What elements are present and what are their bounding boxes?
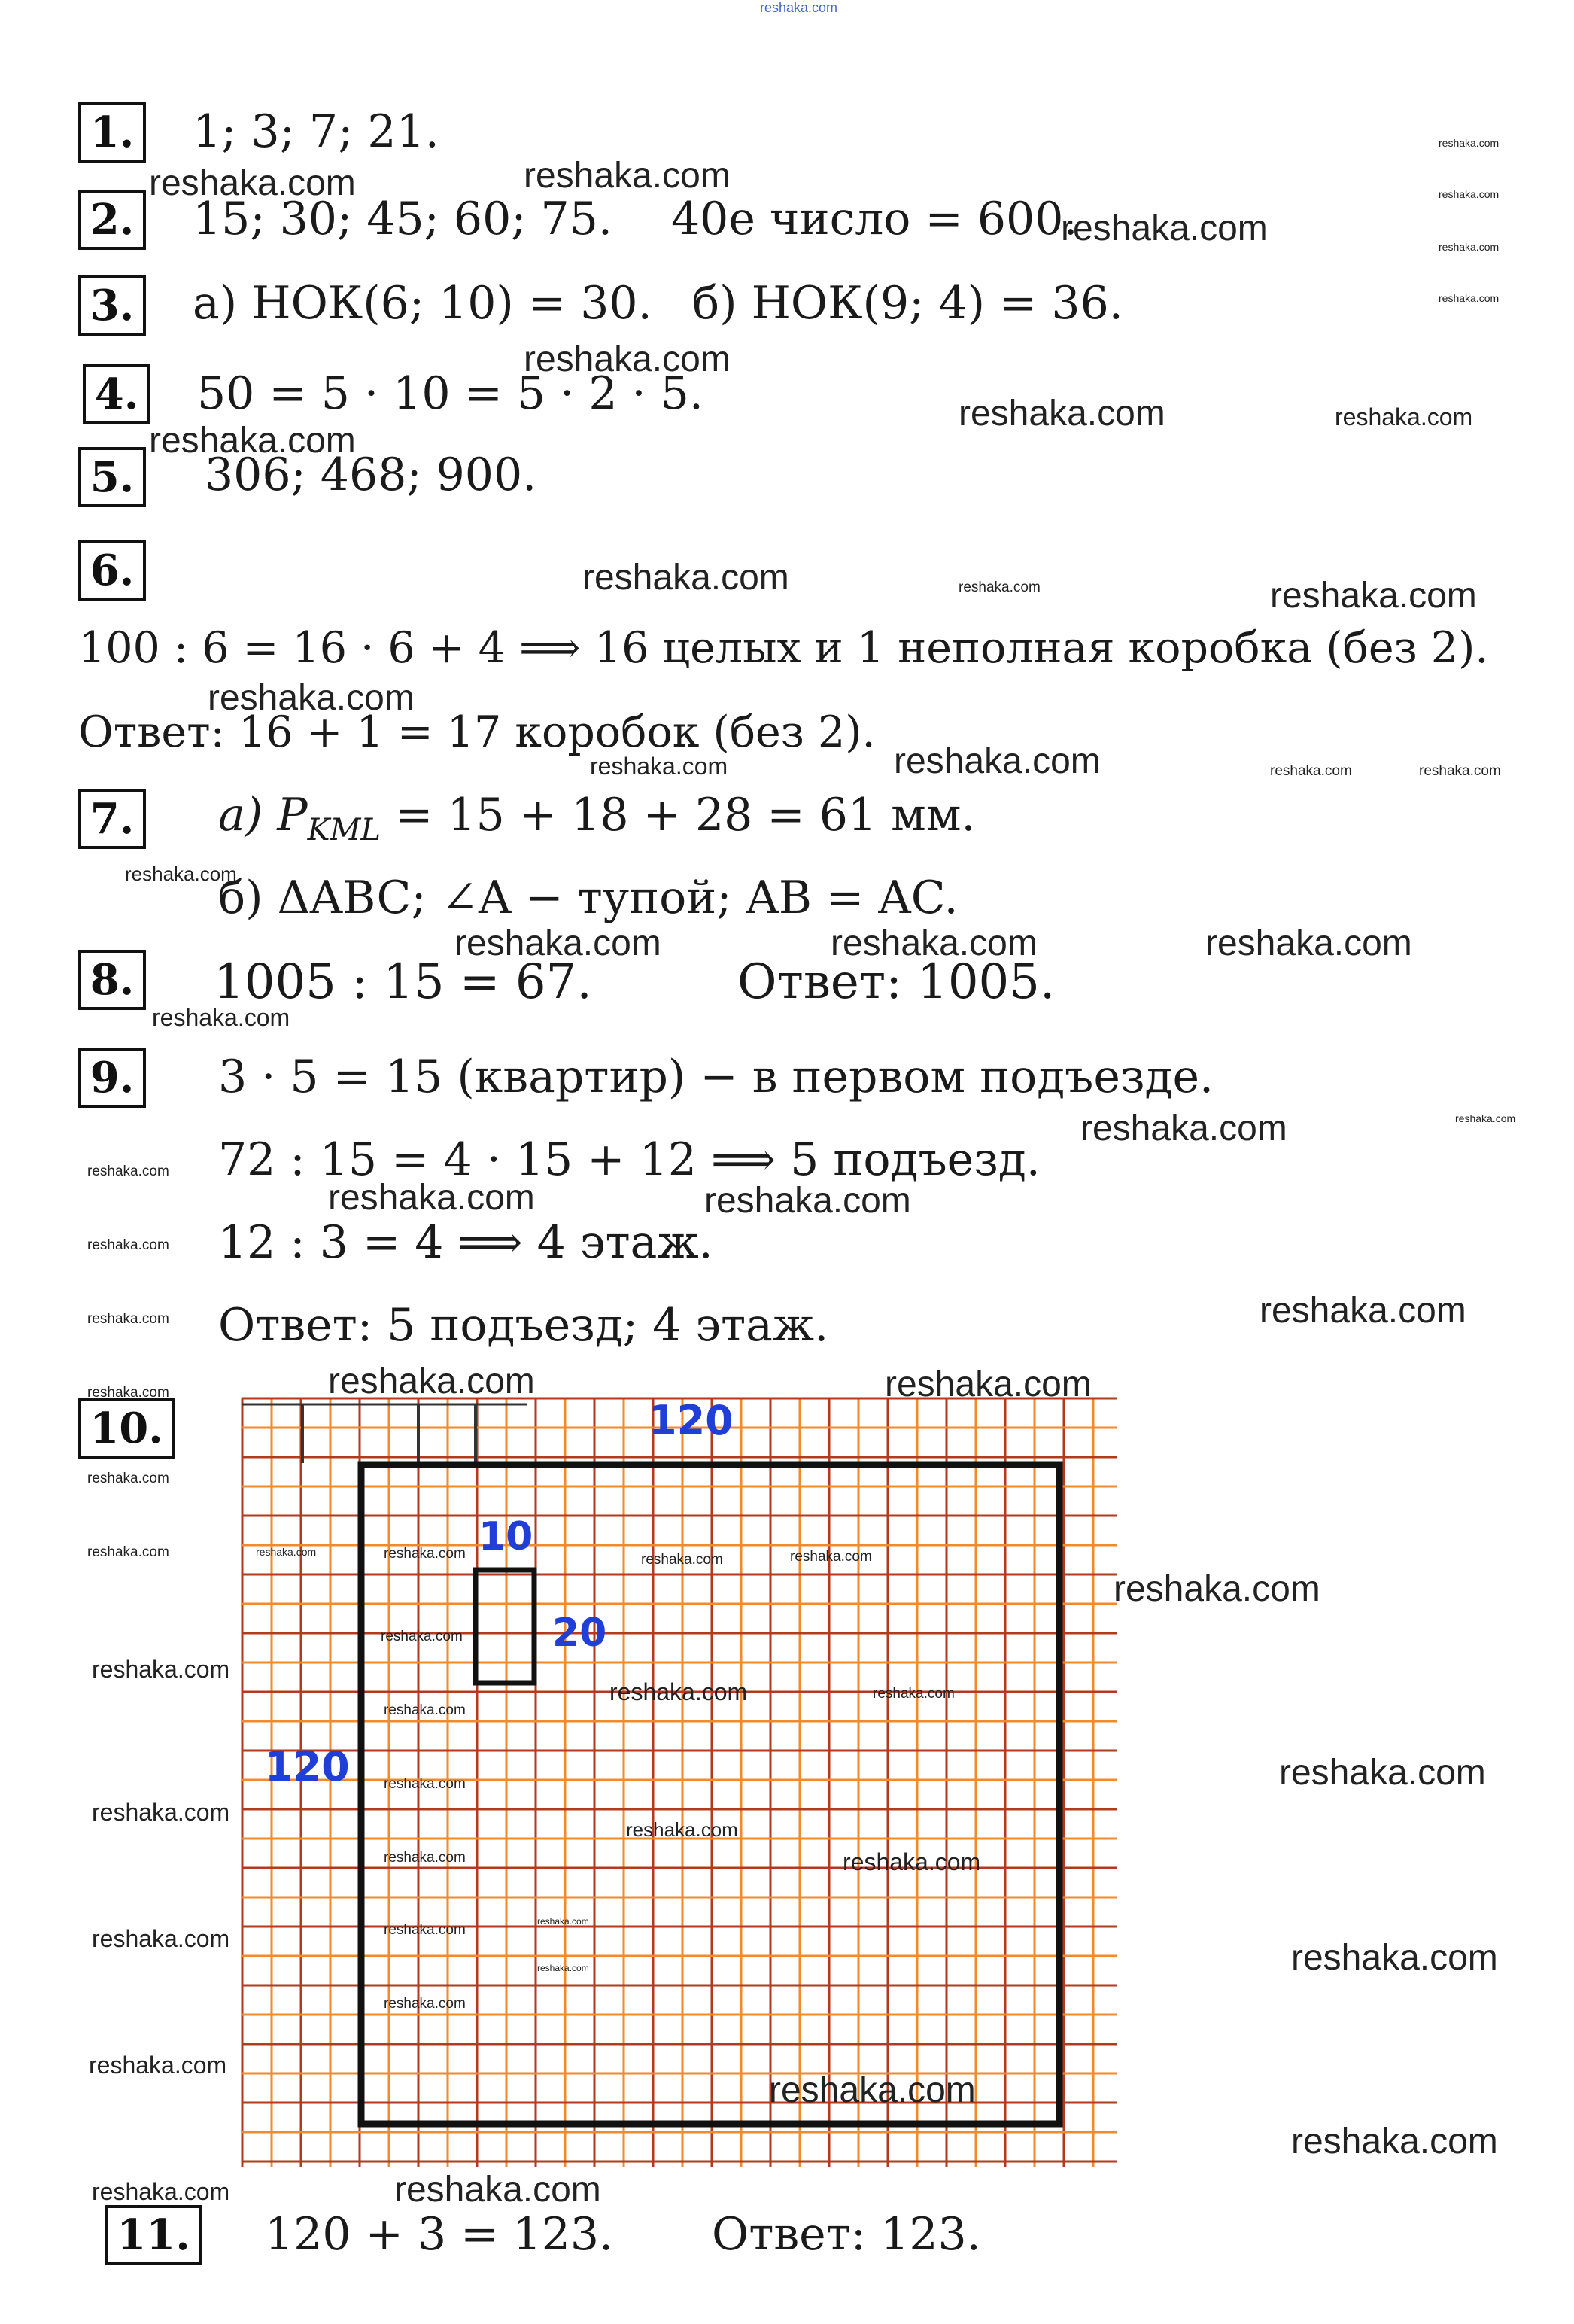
task-9-line-1: 3 · 5 = 15 (квартир) − в первом подъезде. xyxy=(218,1051,1214,1103)
watermark: reshaka.com xyxy=(1439,137,1500,149)
task-5-number: 5. xyxy=(78,447,146,507)
task-3-answer-a: а) НОК(6; 10) = 30. xyxy=(193,277,652,330)
watermark: reshaka.com xyxy=(384,1922,466,1938)
task-10-label-height: 20 xyxy=(552,1611,607,1656)
watermark: reshaka.com xyxy=(384,1850,466,1866)
task-9-line-2: 72 : 15 = 4 · 15 + 12 ⟹ 5 подъезд. xyxy=(218,1133,1041,1186)
watermark: reshaka.com xyxy=(1080,1109,1287,1148)
watermark: reshaka.com xyxy=(873,1686,955,1702)
watermark: reshaka.com xyxy=(1270,576,1477,616)
task-10-label-side: 120 xyxy=(265,1743,350,1790)
watermark: reshaka.com xyxy=(590,753,728,780)
watermark: reshaka.com xyxy=(959,579,1041,595)
watermark: reshaka.com xyxy=(87,1311,169,1327)
watermark: reshaka.com xyxy=(626,1818,738,1841)
watermark: reshaka.com xyxy=(769,2070,976,2110)
watermark: reshaka.com xyxy=(894,741,1101,781)
watermark: reshaka.com xyxy=(609,1678,748,1705)
watermark: reshaka.com xyxy=(454,923,661,963)
watermark: reshaka.com xyxy=(641,1552,723,1568)
task-3-answer-b: б) НОК(9; 4) = 36. xyxy=(692,277,1123,330)
watermark: reshaka.com xyxy=(885,1364,1092,1404)
task-5-answer: 306; 468; 900. xyxy=(205,449,537,501)
watermark: reshaka.com xyxy=(959,394,1165,433)
watermark: reshaka.com xyxy=(328,1178,535,1218)
watermark: reshaka.com xyxy=(394,2170,601,2210)
watermark: reshaka.com xyxy=(87,1385,169,1401)
watermark: reshaka.com xyxy=(149,163,356,203)
task-3-number: 3. xyxy=(78,275,146,336)
watermark: reshaka.com xyxy=(1260,1291,1466,1331)
task-11-number: 11. xyxy=(105,2205,202,2265)
watermark: reshaka.com xyxy=(582,558,789,598)
watermark: reshaka.com xyxy=(328,1361,535,1401)
task-9-number: 9. xyxy=(78,1048,146,1108)
watermark: reshaka.com xyxy=(524,339,731,379)
task-11-answer: 120 + 3 = 123. xyxy=(265,2208,614,2261)
task-7-number: 7. xyxy=(78,789,146,849)
task-7-line-2: б) ΔABC; ∠A − тупой; AB = AC. xyxy=(218,872,959,924)
watermark: reshaka.com xyxy=(149,421,356,461)
watermark: reshaka.com xyxy=(381,1629,463,1644)
watermark: reshaka.com xyxy=(1205,923,1412,963)
watermark: reshaka.com xyxy=(1061,208,1268,248)
watermark: reshaka.com xyxy=(831,923,1038,963)
watermark: reshaka.com xyxy=(125,862,237,885)
header-site-link[interactable]: reshaka.com xyxy=(760,0,838,15)
watermark: reshaka.com xyxy=(208,678,415,718)
watermark: reshaka.com xyxy=(87,1237,169,1253)
watermark: reshaka.com xyxy=(1291,1938,1498,1978)
watermark: reshaka.com xyxy=(537,1963,589,1973)
watermark: reshaka.com xyxy=(524,156,731,196)
watermark: reshaka.com xyxy=(843,1848,981,1875)
task-10-number: 10. xyxy=(78,1398,175,1459)
watermark: reshaka.com xyxy=(256,1546,317,1558)
watermark: reshaka.com xyxy=(1335,403,1473,430)
watermark: reshaka.com xyxy=(537,1916,589,1927)
watermark: reshaka.com xyxy=(384,1702,466,1718)
task-6-line-2: Ответ: 16 + 1 = 17 коробок (без 2). xyxy=(78,707,876,757)
task-7-perimeter-sub: KML xyxy=(307,813,381,847)
watermark: reshaka.com xyxy=(92,1925,230,1952)
task-8-answer: 1005 : 15 = 67. xyxy=(214,954,592,1010)
task-2-answer-b: 40е число = 600. xyxy=(671,193,1078,245)
task-9-line-3: 12 : 3 = 4 ⟹ 4 этаж. xyxy=(218,1216,713,1269)
task-8-result: Ответ: 1005. xyxy=(737,954,1056,1010)
watermark: reshaka.com xyxy=(152,1004,290,1031)
watermark: reshaka.com xyxy=(1419,763,1501,779)
watermark: reshaka.com xyxy=(92,1799,230,1826)
task-6-line-1: 100 : 6 = 16 · 6 + 4 ⟹ 16 целых и 1 неполная коробка (без 2). xyxy=(78,623,1489,673)
watermark: reshaka.com xyxy=(384,1996,466,2012)
small-rectangle xyxy=(476,1570,534,1683)
watermark: reshaka.com xyxy=(1114,1569,1320,1609)
watermark: reshaka.com xyxy=(92,2178,230,2205)
task-9-line-4: Ответ: 5 подъезд; 4 этаж. xyxy=(218,1299,829,1352)
watermark: reshaka.com xyxy=(87,1471,169,1486)
watermark: reshaka.com xyxy=(87,1164,169,1179)
watermark: reshaka.com xyxy=(384,1776,466,1792)
watermark: reshaka.com xyxy=(790,1549,872,1565)
watermark: reshaka.com xyxy=(1439,292,1500,304)
task-4-answer: 50 = 5 · 10 = 5 · 2 · 5. xyxy=(197,367,703,420)
watermark: reshaka.com xyxy=(1439,188,1500,200)
task-10-label-width: 10 xyxy=(479,1514,533,1559)
task-2-number: 2. xyxy=(78,190,146,250)
watermark: reshaka.com xyxy=(1270,763,1352,779)
task-1-number: 1. xyxy=(78,102,146,163)
watermark: reshaka.com xyxy=(1291,2122,1498,2161)
task-4-number: 4. xyxy=(83,364,150,424)
watermark: reshaka.com xyxy=(384,1546,466,1562)
task-8-number: 8. xyxy=(78,950,146,1010)
task-2-answer: 15; 30; 45; 60; 75. xyxy=(193,193,612,245)
watermark: reshaka.com xyxy=(89,2052,227,2079)
watermark: reshaka.com xyxy=(704,1181,911,1221)
task-1-answer: 1; 3; 7; 21. xyxy=(193,105,439,158)
task-10-label-top: 120 xyxy=(649,1397,734,1444)
task-11-result: Ответ: 123. xyxy=(712,2208,981,2261)
watermark: reshaka.com xyxy=(1279,1753,1486,1793)
watermark: reshaka.com xyxy=(87,1544,169,1560)
task-7-perimeter-value: = 15 + 18 + 28 = 61 мм. xyxy=(381,789,976,841)
task-6-number: 6. xyxy=(78,540,146,601)
watermark: reshaka.com xyxy=(1455,1112,1516,1124)
watermark: reshaka.com xyxy=(92,1656,230,1683)
task-7-perimeter-label: а) P xyxy=(218,789,308,841)
watermark: reshaka.com xyxy=(1439,241,1500,253)
